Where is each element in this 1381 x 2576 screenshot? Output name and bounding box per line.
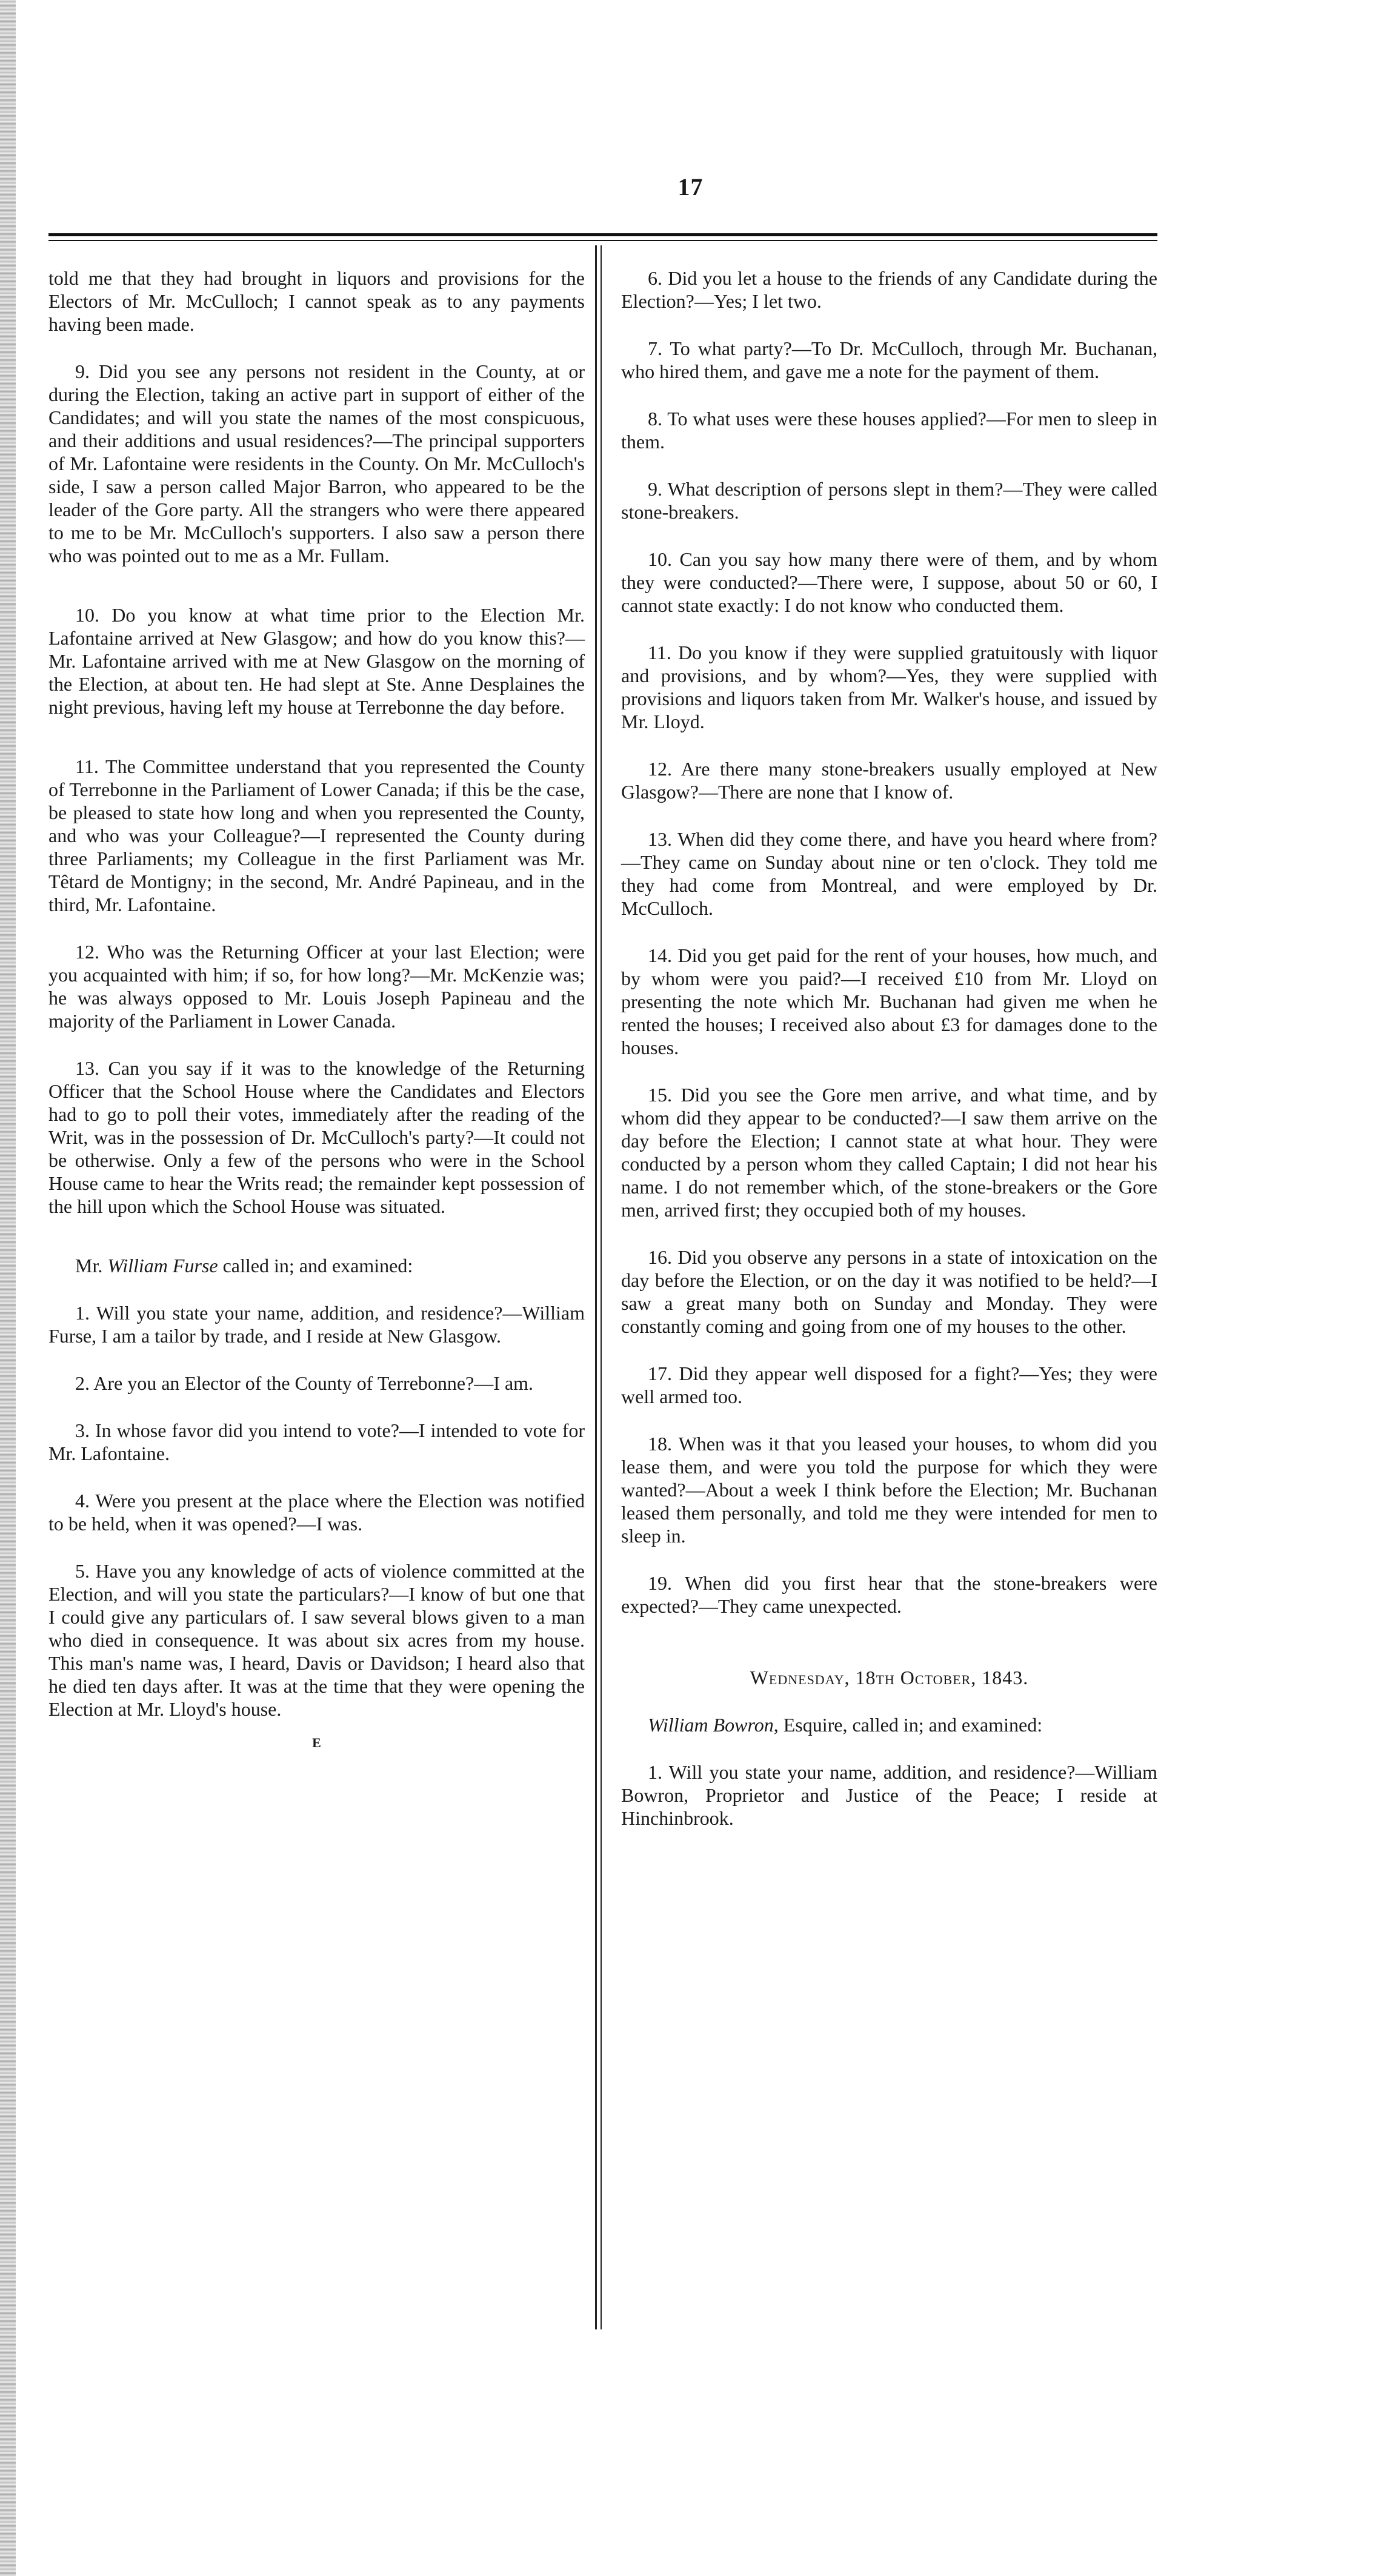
- column-divider-inner: [601, 245, 602, 2329]
- furse-question-15: 15. Did you see the Gore men arrive, and what time, and by whom did they appear to be conducted?—I saw them arrive on the day before the Election; I cannot state at what hour. They were conducted by a person whom they called Captain; I did not hear his name. I do not remember which, of the stone-breakers or the Gore men, arrived first; they occupied both of my houses.: [621, 1084, 1157, 1221]
- witness2-suffix: , Esquire, called in; and examined:: [773, 1714, 1043, 1736]
- left-column: [48, 267, 585, 1754]
- question-9: 9. Did you see any persons not resident in the County, at or during the Election, taking an active part in support of either of the Candidates; and will you state the names of the most conspicuous, and their additions and usual residences?—The principal supporters of Mr. Lafontaine were residents in the County. On Mr. McCulloch's side, I saw a person called Major Barron, who appeared to be the leader of the Gore party. All the strangers who were there appeared to me to be Mr. McCulloch's supporters. I also saw a person there who was pointed out to me as a Mr. Fullam.: [48, 360, 585, 566]
- furse-question-1: 1. Will you state your name, addition, and residence?—William Furse, I am a tailor by trade, and I reside at New Glasgow.: [48, 1302, 585, 1347]
- furse-question-17: 17. Did they appear well disposed for a fight?—Yes; they were well armed too.: [621, 1363, 1157, 1407]
- question-10: 10. Do you know at what time prior to the Election Mr. Lafontaine arrived at New Glasgow; and how do you know this?—Mr. Lafontaine arrived with me at New Glasgow on the morning of the Election, at about ten. He had slept at Ste. Anne Desplaines the night previous, having left my house at Terrebonne the day before.: [48, 604, 585, 718]
- question-13: 13. Can you say if it was to the knowledge of the Returning Officer that the School House where the Candidates and Electors had to go to poll their votes, immediately after the reading of the Writ, was in the possession of Dr. McCulloch's party?—It could not be otherwise. Only a few of the persons who were in the School House came to hear the Writs read; the remainder kept possession of the hill upon which the School House was situated.: [48, 1057, 585, 1217]
- furse-question-5: 5. Have you any knowledge of acts of violence committed at the Election, and will you state the particulars?—I know of but one that I could give any particulars of. I saw several blows given to a man who died in consequence. It was about six acres from my house. This man's name was, I heard, Davis or Davidson; I heard also that he died ten days after. It was at the time that they were opening the Election at Mr. Lloyd's house.: [48, 1560, 585, 1720]
- page-spine-shadow: [0, 0, 16, 2576]
- furse-question-10: 10. Can you say how many there were of them, and by whom they were conducted?—There were, I suppose, about 50 or 60, I cannot state exactly: I do not know who conducted them.: [621, 548, 1157, 616]
- furse-question-19: 19. When did you first hear that the stone-breakers were expected?—They came unexpected.: [621, 1572, 1157, 1617]
- furse-question-13: 13. When did they come there, and have you heard where from?—They came on Sunday about nine or ten o'clock. They told me they had come from Montreal, and were employed by Dr. McCulloch.: [621, 828, 1157, 919]
- bowron-question-1: 1. Will you state your name, addition, and residence?—William Bowron, Proprietor and Justice of the Peace; I reside at Hinchinbrook.: [621, 1761, 1157, 1829]
- page-number: 17: [677, 173, 704, 201]
- furse-question-6: 6. Did you let a house to the friends of any Candidate during the Election?—Yes; I let two.: [621, 267, 1157, 312]
- furse-question-18: 18. When was it that you leased your houses, to whom did you lease them, and were you told the purpose for which they were wanted?—About a week I think before the Election; Mr. Buchanan leased them personally, and told me they were intended for men to sleep in.: [621, 1433, 1157, 1547]
- paragraph-continued: told me that they had brought in liquors and provisions for the Electors of Mr. McCulloch; I cannot speak as to any payments having been made.: [48, 267, 585, 335]
- witness-name: William Furse: [107, 1255, 218, 1276]
- furse-question-4: 4. Were you present at the place where the Election was notified to be held, when it was opened?—I was.: [48, 1490, 585, 1535]
- furse-question-7: 7. To what party?—To Dr. McCulloch, through Mr. Buchanan, who hired them, and gave me a note for the payment of them.: [621, 337, 1157, 382]
- furse-question-14: 14. Did you get paid for the rent of your houses, how much, and by whom were you paid?—I received £10 from Mr. Lloyd on presenting the note which Mr. Buchanan had given me when he rented the houses; I received also about £3 for damages done to the houses.: [621, 944, 1157, 1058]
- witness-intro: [48, 1254, 585, 1277]
- witness-prefix: Mr.: [75, 1255, 108, 1276]
- furse-question-16: 16. Did you observe any persons in a state of intoxication on the day before the Election, or on the day it was notified to be held?—I saw a great many both on Sunday and Monday. They were constantly coming and going from one of my houses to the other.: [621, 1246, 1157, 1337]
- furse-question-11: 11. Do you know if they were supplied gratuitously with liquor and provisions, and by whom?—Yes, they were supplied with provisions and liquors taken from Mr. Walker's house, and issued by Mr. Lloyd.: [621, 642, 1157, 732]
- header-rule: [48, 233, 1157, 236]
- witness2-name: William Bowron: [648, 1714, 774, 1736]
- column-divider: [595, 245, 597, 2329]
- furse-question-8: 8. To what uses were these houses applied?—For men to sleep in them.: [621, 408, 1157, 453]
- question-12: 12. Who was the Returning Officer at your last Election; were you acquainted with him; if so, for how long?—Mr. McKenzie was; he was always opposed to Mr. Louis Joseph Papineau and the majority of the Parliament in Lower Canada.: [48, 941, 585, 1032]
- witness2-intro: [621, 1713, 1157, 1736]
- question-11: 11. The Committee understand that you represented the County of Terrebonne in the Parliament of Lower Canada; if this be the case, be pleased to state how long and when you represented the County, and who was your Colleague?—I represented the County during three Parliaments; my Colleague in the first Parliament was Mr. Têtard de Montigny; in the second, Mr. André Papineau, and in the third, Mr. Lafontaine.: [48, 755, 585, 915]
- furse-question-2: 2. Are you an Elector of the County of Terrebonne?—I am.: [75, 1372, 534, 1394]
- signature-mark: E: [312, 1735, 321, 1750]
- session-date-heading: Wednesday, 18th October, 1843.: [750, 1667, 1029, 1688]
- witness-suffix: called in; and examined:: [218, 1255, 413, 1276]
- furse-question-3: 3. In whose favor did you intend to vote?—I intended to vote for Mr. Lafontaine.: [48, 1419, 585, 1464]
- furse-question-9: 9. What description of persons slept in them?—They were called stone-breakers.: [621, 478, 1157, 523]
- right-column: [621, 267, 1157, 1854]
- header-rule-thin: [48, 240, 1157, 241]
- furse-question-12: 12. Are there many stone-breakers usually employed at New Glasgow?—There are none that I know of.: [621, 758, 1157, 803]
